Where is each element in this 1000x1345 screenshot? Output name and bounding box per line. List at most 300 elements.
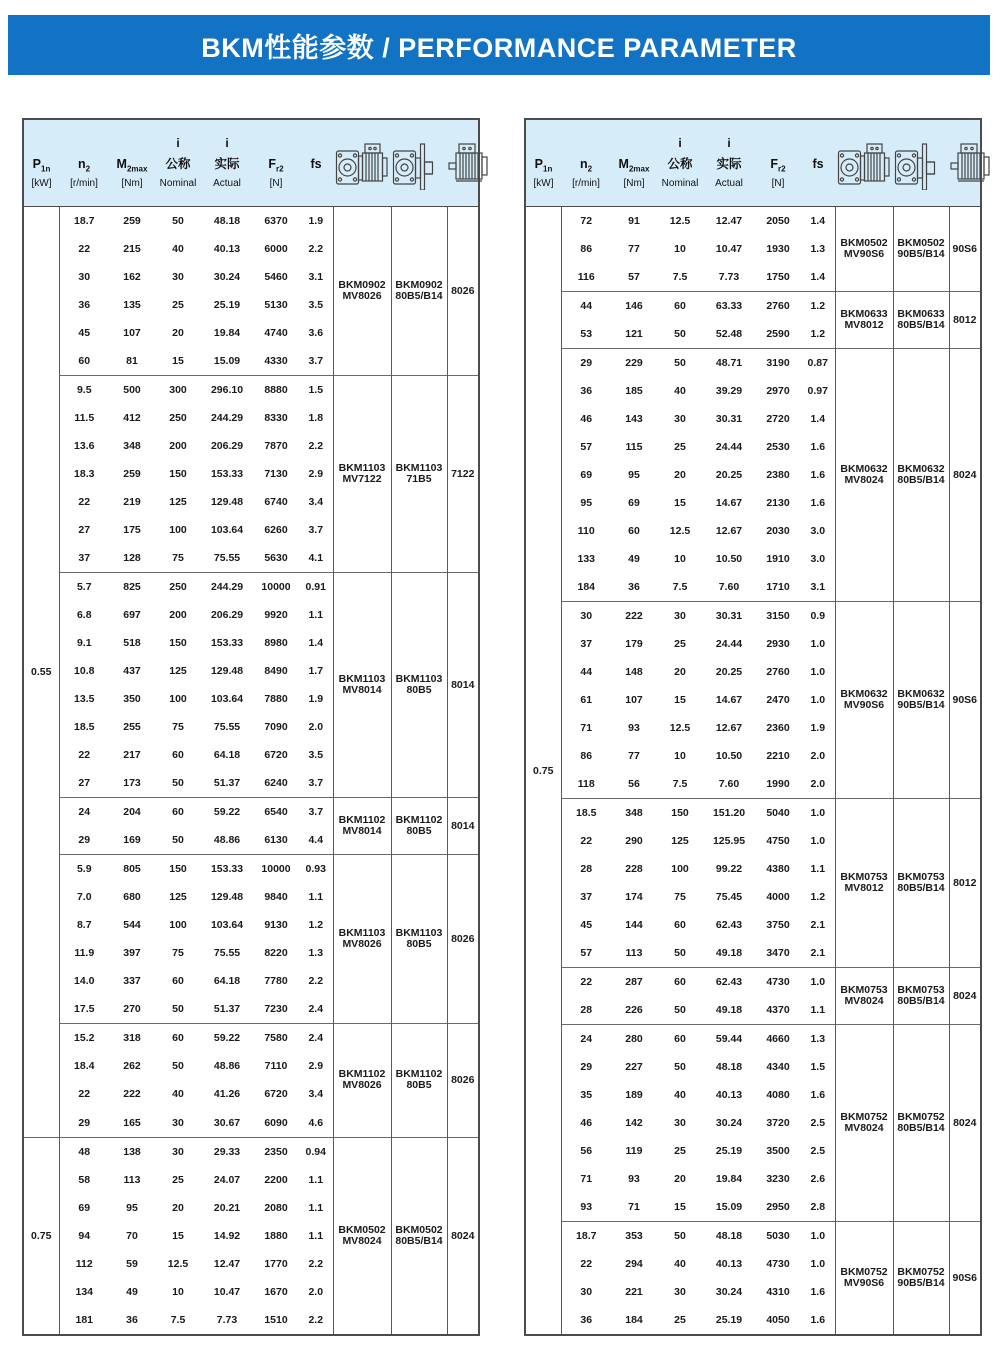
m2max-value: 81 [109, 347, 155, 376]
i-actual-value: 19.84 [201, 319, 253, 347]
m2max-value: 229 [611, 349, 657, 378]
i-actual-value: 40.13 [703, 1250, 755, 1278]
fs-value: 1.0 [801, 1222, 835, 1251]
m2max-value: 146 [611, 292, 657, 321]
i-nominal-value: 10 [657, 235, 703, 263]
m2max-value: 49 [611, 545, 657, 573]
fr2-value: 3470 [755, 939, 801, 968]
i-nominal-value: 150 [155, 460, 201, 488]
fr2-value: 4750 [755, 827, 801, 855]
i-nominal-value: 75 [155, 939, 201, 967]
i-actual-value: 39.29 [703, 377, 755, 405]
i-nominal-value: 30 [657, 405, 703, 433]
fs-value: 3.6 [299, 319, 333, 347]
col-header-p: $P_{1n}$ [kW] [23, 119, 59, 207]
n2-value: 95 [561, 489, 611, 517]
i-actual-value: 153.33 [201, 460, 253, 488]
fr2-value: 2530 [755, 433, 801, 461]
fr2-value: 8330 [253, 404, 299, 432]
model-gearmotor-cell: BKM1102 MV8026 [333, 1024, 391, 1137]
fs-value: 2.5 [801, 1109, 835, 1137]
i-actual-value: 296.10 [201, 376, 253, 405]
model-flange-motor-cell: BKM0752 90B5/B14 [893, 1222, 949, 1336]
i-actual-value: 14.67 [703, 489, 755, 517]
fs-value: 1.3 [299, 939, 333, 967]
fr2-value: 1670 [253, 1278, 299, 1306]
n2-value: 56 [561, 1137, 611, 1165]
fr2-value: 2050 [755, 207, 801, 236]
page-title-banner [8, 15, 990, 75]
fs-value: 3.1 [299, 263, 333, 291]
fs-value: 1.0 [801, 686, 835, 714]
motor-frame-code-cell: 8024 [949, 968, 981, 1025]
fs-value: 1.8 [299, 404, 333, 432]
fs-value: 1.1 [801, 855, 835, 883]
fs-value: 2.0 [299, 1278, 333, 1306]
fs-value: 1.7 [299, 657, 333, 685]
fs-value: 3.0 [801, 517, 835, 545]
model-flange-motor-cell: BKM0753 80B5/B14 [893, 799, 949, 968]
i-actual-value: 75.45 [703, 883, 755, 911]
fs-value: 2.0 [801, 742, 835, 770]
fr2-value: 5630 [253, 544, 299, 573]
fr2-value: 9840 [253, 883, 299, 911]
n2-value: 94 [59, 1222, 109, 1250]
i-actual-value: 153.33 [201, 855, 253, 884]
n2-value: 28 [561, 996, 611, 1025]
fr2-value: 4330 [253, 347, 299, 376]
power-kw-cell: 0.75 [23, 1137, 59, 1335]
fs-value: 1.0 [801, 968, 835, 997]
i-actual-value: 103.64 [201, 911, 253, 939]
fr2-value: 6260 [253, 516, 299, 544]
i-actual-value: 24.07 [201, 1166, 253, 1194]
n2-value: 86 [561, 235, 611, 263]
motor-frame-code-cell: 8014 [447, 798, 479, 855]
i-nominal-value: 30 [657, 602, 703, 631]
n2-value: 71 [561, 714, 611, 742]
fs-value: 1.6 [801, 433, 835, 461]
fr2-value: 2760 [755, 292, 801, 321]
fs-value: 2.9 [299, 460, 333, 488]
i-actual-value: 48.18 [703, 1222, 755, 1251]
i-actual-value: 129.48 [201, 488, 253, 516]
i-actual-value: 51.37 [201, 995, 253, 1024]
fs-value: 2.1 [801, 939, 835, 968]
i-actual-value: 24.44 [703, 630, 755, 658]
i-nominal-value: 15 [657, 686, 703, 714]
model-gearmotor-cell: BKM0502 MV90S6 [835, 207, 893, 292]
performance-table-left [22, 118, 480, 1336]
i-nominal-value: 75 [657, 883, 703, 911]
m2max-value: 270 [109, 995, 155, 1024]
i-actual-value: 10.50 [703, 742, 755, 770]
model-gearmotor-cell: BKM0902 MV8026 [333, 207, 391, 376]
i-actual-value: 30.24 [703, 1109, 755, 1137]
i-nominal-value: 250 [155, 573, 201, 602]
i-actual-value: 20.25 [703, 658, 755, 686]
i-nominal-value: 7.5 [657, 263, 703, 292]
fr2-value: 2380 [755, 461, 801, 489]
i-actual-value: 103.64 [201, 516, 253, 544]
fs-value: 2.6 [801, 1165, 835, 1193]
i-actual-value: 7.60 [703, 770, 755, 799]
m2max-value: 49 [109, 1278, 155, 1306]
m2max-value: 350 [109, 685, 155, 713]
i-actual-value: 103.64 [201, 685, 253, 713]
motor-frame-code-cell: 8026 [447, 207, 479, 376]
m2max-value: 60 [611, 517, 657, 545]
m2max-value: 222 [109, 1080, 155, 1108]
i-actual-value: 25.19 [703, 1137, 755, 1165]
i-actual-value: 19.84 [703, 1165, 755, 1193]
fs-value: 2.8 [801, 1193, 835, 1222]
i-nominal-value: 60 [155, 798, 201, 827]
fs-value: 1.6 [801, 1306, 835, 1335]
n2-value: 112 [59, 1250, 109, 1278]
page-title: BKM性能参数 / PERFORMANCE PARAMETER [201, 32, 797, 63]
i-nominal-value: 30 [657, 1278, 703, 1306]
table-row [525, 1025, 981, 1054]
fr2-value: 6720 [253, 741, 299, 769]
m2max-value: 204 [109, 798, 155, 827]
col-header-fr2: $F_{r2}$ [N] [253, 119, 299, 207]
fs-value: 3.4 [299, 1080, 333, 1108]
fs-value: 1.0 [801, 1250, 835, 1278]
m2max-value: 290 [611, 827, 657, 855]
i-nominal-value: 125 [155, 488, 201, 516]
n2-value: 27 [59, 769, 109, 798]
m2max-value: 93 [611, 1165, 657, 1193]
n2-value: 86 [561, 742, 611, 770]
electric-motor-icon [447, 119, 479, 207]
fs-value: 2.2 [299, 967, 333, 995]
fs-value: 2.0 [801, 770, 835, 799]
i-actual-value: 40.13 [201, 235, 253, 263]
table-row [525, 1222, 981, 1251]
fr2-value: 5040 [755, 799, 801, 828]
model-flange-motor-cell: BKM1103 80B5 [391, 855, 447, 1024]
i-nominal-value: 30 [155, 1109, 201, 1138]
m2max-value: 95 [109, 1194, 155, 1222]
fs-value: 1.3 [801, 1025, 835, 1054]
fr2-value: 5030 [755, 1222, 801, 1251]
motor-frame-code-cell: 8026 [447, 855, 479, 1024]
model-gearmotor-cell: BKM0633 MV8012 [835, 292, 893, 349]
fs-value: 3.7 [299, 516, 333, 544]
fs-value: 1.2 [299, 911, 333, 939]
i-actual-value: 48.18 [201, 207, 253, 236]
n2-value: 133 [561, 545, 611, 573]
n2-value: 93 [561, 1193, 611, 1222]
table-row [23, 855, 479, 884]
i-actual-value: 129.48 [201, 657, 253, 685]
m2max-value: 95 [611, 461, 657, 489]
model-gearmotor-cell: BKM1102 MV8014 [333, 798, 391, 855]
i-nominal-value: 150 [155, 855, 201, 884]
n2-value: 46 [561, 1109, 611, 1137]
n2-value: 29 [59, 1109, 109, 1138]
i-nominal-value: 40 [155, 1080, 201, 1108]
fr2-value: 8490 [253, 657, 299, 685]
fr2-value: 2210 [755, 742, 801, 770]
fr2-value: 8220 [253, 939, 299, 967]
n2-value: 57 [561, 939, 611, 968]
n2-value: 22 [561, 1250, 611, 1278]
fr2-value: 2950 [755, 1193, 801, 1222]
fs-value: 3.5 [299, 291, 333, 319]
i-actual-value: 7.60 [703, 573, 755, 602]
i-actual-value: 24.44 [703, 433, 755, 461]
table-body-left [23, 207, 479, 1336]
table-row [23, 207, 479, 236]
n2-value: 110 [561, 517, 611, 545]
fr2-value: 8880 [253, 376, 299, 405]
fr2-value: 2720 [755, 405, 801, 433]
m2max-value: 162 [109, 263, 155, 291]
m2max-value: 680 [109, 883, 155, 911]
i-actual-value: 64.18 [201, 741, 253, 769]
n2-value: 45 [561, 911, 611, 939]
m2max-value: 142 [611, 1109, 657, 1137]
m2max-value: 412 [109, 404, 155, 432]
n2-value: 14.0 [59, 967, 109, 995]
fr2-value: 4340 [755, 1053, 801, 1081]
n2-value: 37 [561, 883, 611, 911]
col-header-m2max: $M_{2max}$ [Nm] [109, 119, 155, 207]
m2max-value: 143 [611, 405, 657, 433]
n2-value: 118 [561, 770, 611, 799]
motor-frame-code-cell: 8014 [447, 573, 479, 798]
fr2-value: 4000 [755, 883, 801, 911]
m2max-value: 173 [109, 769, 155, 798]
fs-value: 1.1 [801, 996, 835, 1025]
m2max-value: 255 [109, 713, 155, 741]
n2-value: 116 [561, 263, 611, 292]
model-gearmotor-cell: BKM0753 MV8012 [835, 799, 893, 968]
n2-value: 10.8 [59, 657, 109, 685]
model-flange-motor-cell: BKM1102 80B5 [391, 1024, 447, 1137]
model-gearmotor-cell: BKM1103 MV8026 [333, 855, 391, 1024]
m2max-value: 222 [611, 602, 657, 631]
n2-value: 7.0 [59, 883, 109, 911]
m2max-value: 169 [109, 826, 155, 855]
table-body-right [525, 207, 981, 1336]
fs-value: 1.0 [801, 827, 835, 855]
n2-value: 18.7 [561, 1222, 611, 1251]
fr2-value: 7110 [253, 1052, 299, 1080]
i-nominal-value: 100 [155, 685, 201, 713]
i-actual-value: 49.18 [703, 996, 755, 1025]
n2-value: 24 [59, 798, 109, 827]
i-nominal-value: 10 [657, 545, 703, 573]
m2max-value: 318 [109, 1024, 155, 1053]
power-kw-cell: 0.55 [23, 207, 59, 1138]
table-row [23, 1024, 479, 1053]
i-actual-value: 48.86 [201, 826, 253, 855]
n2-value: 27 [59, 516, 109, 544]
i-nominal-value: 125 [155, 883, 201, 911]
m2max-value: 57 [611, 263, 657, 292]
m2max-value: 77 [611, 742, 657, 770]
i-nominal-value: 7.5 [657, 770, 703, 799]
table-row [525, 799, 981, 828]
i-nominal-value: 60 [657, 911, 703, 939]
m2max-value: 36 [109, 1306, 155, 1335]
fr2-value: 6720 [253, 1080, 299, 1108]
col-header-fr2: $F_{r2}$ [N] [755, 119, 801, 207]
fr2-value: 3750 [755, 911, 801, 939]
col-header-p: $P_{1n}$ [kW] [525, 119, 561, 207]
i-actual-value: 244.29 [201, 573, 253, 602]
m2max-value: 437 [109, 657, 155, 685]
fr2-value: 1710 [755, 573, 801, 602]
header-row [23, 119, 479, 207]
n2-value: 60 [59, 347, 109, 376]
model-flange-motor-cell: BKM0632 80B5/B14 [893, 349, 949, 602]
m2max-value: 397 [109, 939, 155, 967]
m2max-value: 148 [611, 658, 657, 686]
i-actual-value: 15.09 [703, 1193, 755, 1222]
fs-value: 2.2 [299, 1306, 333, 1335]
table-row [23, 376, 479, 405]
fs-value: 1.1 [299, 601, 333, 629]
i-nominal-value: 125 [657, 827, 703, 855]
fs-value: 3.7 [299, 798, 333, 827]
i-nominal-value: 25 [657, 1137, 703, 1165]
i-actual-value: 63.33 [703, 292, 755, 321]
m2max-value: 217 [109, 741, 155, 769]
fr2-value: 4380 [755, 855, 801, 883]
n2-value: 29 [561, 1053, 611, 1081]
fr2-value: 7870 [253, 432, 299, 460]
fs-value: 1.4 [299, 629, 333, 657]
i-actual-value: 30.67 [201, 1109, 253, 1138]
m2max-value: 174 [611, 883, 657, 911]
m2max-value: 121 [611, 320, 657, 349]
fr2-value: 7130 [253, 460, 299, 488]
m2max-value: 36 [611, 573, 657, 602]
fr2-value: 6240 [253, 769, 299, 798]
i-nominal-value: 12.5 [155, 1250, 201, 1278]
m2max-value: 280 [611, 1025, 657, 1054]
i-actual-value: 41.26 [201, 1080, 253, 1108]
i-actual-value: 206.29 [201, 601, 253, 629]
fs-value: 1.3 [801, 235, 835, 263]
n2-value: 11.9 [59, 939, 109, 967]
model-gearmotor-cell: BKM0753 MV8024 [835, 968, 893, 1025]
n2-value: 11.5 [59, 404, 109, 432]
i-actual-value: 59.44 [703, 1025, 755, 1054]
i-actual-value: 14.92 [201, 1222, 253, 1250]
n2-value: 36 [561, 377, 611, 405]
i-nominal-value: 25 [657, 1306, 703, 1335]
model-flange-motor-cell: BKM0902 80B5/B14 [391, 207, 447, 376]
fs-value: 1.2 [801, 320, 835, 349]
fs-value: 1.9 [299, 685, 333, 713]
m2max-value: 69 [611, 489, 657, 517]
fr2-value: 4050 [755, 1306, 801, 1335]
fr2-value: 2030 [755, 517, 801, 545]
i-nominal-value: 25 [155, 291, 201, 319]
m2max-value: 259 [109, 207, 155, 236]
n2-value: 22 [59, 1080, 109, 1108]
n2-value: 69 [561, 461, 611, 489]
fs-value: 1.2 [801, 292, 835, 321]
i-nominal-value: 12.5 [657, 517, 703, 545]
n2-value: 181 [59, 1306, 109, 1335]
fs-value: 3.5 [299, 741, 333, 769]
i-actual-value: 30.24 [703, 1278, 755, 1306]
motor-frame-code-cell: 8024 [949, 349, 981, 602]
n2-value: 18.5 [59, 713, 109, 741]
model-gearmotor-cell: BKM0752 MV8024 [835, 1025, 893, 1222]
m2max-value: 107 [611, 686, 657, 714]
m2max-value: 215 [109, 235, 155, 263]
n2-value: 37 [59, 544, 109, 573]
i-actual-value: 62.43 [703, 911, 755, 939]
fr2-value: 9920 [253, 601, 299, 629]
model-gearmotor-cell: BKM1103 MV7122 [333, 376, 391, 573]
i-nominal-value: 100 [657, 855, 703, 883]
n2-value: 22 [561, 968, 611, 997]
i-actual-value: 75.55 [201, 939, 253, 967]
m2max-value: 219 [109, 488, 155, 516]
i-nominal-value: 30 [155, 1137, 201, 1166]
n2-value: 35 [561, 1081, 611, 1109]
fr2-value: 3150 [755, 602, 801, 631]
fs-value: 1.6 [801, 489, 835, 517]
model-gearmotor-cell: BKM0632 MV8024 [835, 349, 893, 602]
fs-value: 1.6 [801, 461, 835, 489]
fs-value: 0.9 [801, 602, 835, 631]
i-nominal-value: 12.5 [657, 207, 703, 236]
m2max-value: 185 [611, 377, 657, 405]
col-header-i-nominal: i 公称 Nominal [657, 119, 703, 207]
table-row [525, 968, 981, 997]
fr2-value: 4310 [755, 1278, 801, 1306]
fs-value: 3.0 [801, 545, 835, 573]
fr2-value: 2760 [755, 658, 801, 686]
n2-value: 53 [561, 320, 611, 349]
fr2-value: 3230 [755, 1165, 801, 1193]
n2-value: 22 [561, 827, 611, 855]
i-nominal-value: 100 [155, 516, 201, 544]
m2max-value: 56 [611, 770, 657, 799]
fr2-value: 2360 [755, 714, 801, 742]
model-flange-motor-cell: BKM1102 80B5 [391, 798, 447, 855]
i-nominal-value: 60 [155, 741, 201, 769]
model-flange-motor-cell: BKM0632 90B5/B14 [893, 602, 949, 799]
fr2-value: 6000 [253, 235, 299, 263]
i-nominal-value: 30 [155, 263, 201, 291]
m2max-value: 228 [611, 855, 657, 883]
i-actual-value: 99.22 [703, 855, 755, 883]
table-row [23, 573, 479, 602]
n2-value: 13.6 [59, 432, 109, 460]
fs-value: 2.5 [801, 1137, 835, 1165]
i-actual-value: 7.73 [201, 1306, 253, 1335]
i-nominal-value: 40 [155, 235, 201, 263]
fr2-value: 2350 [253, 1137, 299, 1166]
i-nominal-value: 25 [155, 1166, 201, 1194]
i-actual-value: 12.67 [703, 517, 755, 545]
i-actual-value: 7.73 [703, 263, 755, 292]
i-actual-value: 52.48 [703, 320, 755, 349]
fs-value: 1.1 [299, 1166, 333, 1194]
fr2-value: 2590 [755, 320, 801, 349]
fr2-value: 7880 [253, 685, 299, 713]
